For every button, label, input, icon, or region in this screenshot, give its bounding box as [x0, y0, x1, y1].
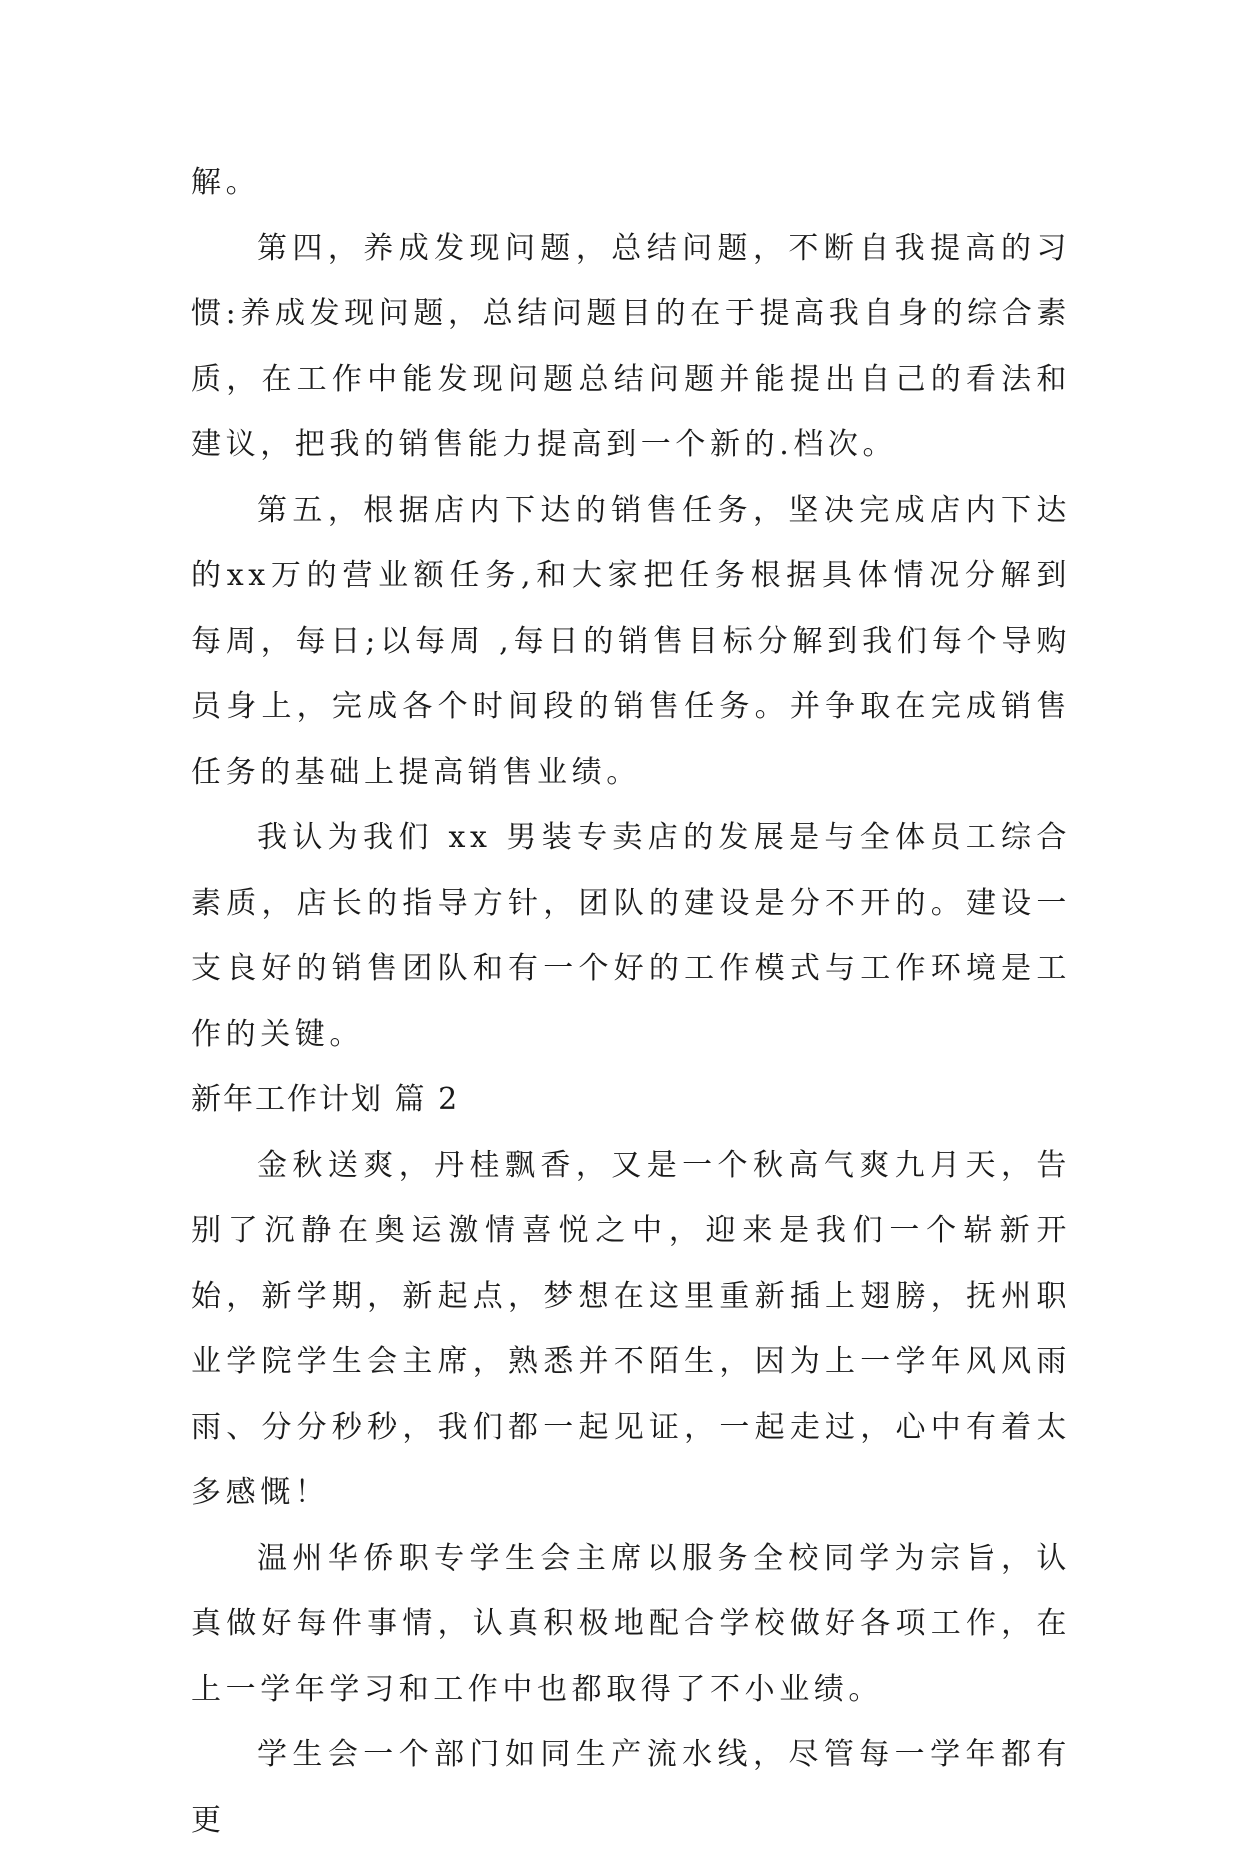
- paragraph-fourth-point: 第四，养成发现问题，总结问题，不断自我提高的习惯:养成发现问题，总结问题目的在于提高我自身的综合素质，在工作中能发现问题总结问题并能提出自己的看法和建议，把我的销售能力提高到一个新的.档次。: [191, 230, 1071, 462]
- document-body: [191, 150, 1071, 1853]
- paragraph-intro-autumn: 金秋送爽，丹桂飘香，又是一个秋高气爽九月天，告别了沉静在奥运激情喜悦之中，迎来是我们一个崭新开始，新学期，新起点，梦想在这里重新插上翅膀，抚州职业学院学生会主席，熟悉并不陌生，因为上一学年风风雨雨、分分秒秒，我们都一起见证，一起走过，心中有着太多感慨！: [191, 1147, 1071, 1510]
- paragraph-conclusion: 我认为我们 xx 男装专卖店的发展是与全体员工综合素质，店长的指导方针，团队的建设是分不开的。建设一支良好的销售团队和有一个好的工作模式与工作环境是工作的关键。: [191, 820, 1071, 1052]
- paragraph-fifth-point: 第五，根据店内下达的销售任务，坚决完成店内下达的xx万的营业额任务,和大家把任务根据具体情况分解到每周，每日;以每周 ,每日的销售目标分解到我们每个导购员身上，完成各个时间段的销售任务。并争取在完成销售任务的基础上提高销售业绩。: [191, 492, 1071, 790]
- paragraph-student-union: 温州华侨职专学生会主席以服务全校同学为宗旨，认真做好每件事情，认真积极地配合学校做好各项工作，在上一学年学习和工作中也都取得了不小业绩。: [191, 1540, 1071, 1707]
- paragraph-continuation: 解。: [191, 165, 261, 200]
- section-heading: 新年工作计划 篇 2: [191, 1082, 460, 1117]
- paragraph-department: 学生会一个部门如同生产流水线，尽管每一学年都有更: [191, 1737, 1071, 1838]
